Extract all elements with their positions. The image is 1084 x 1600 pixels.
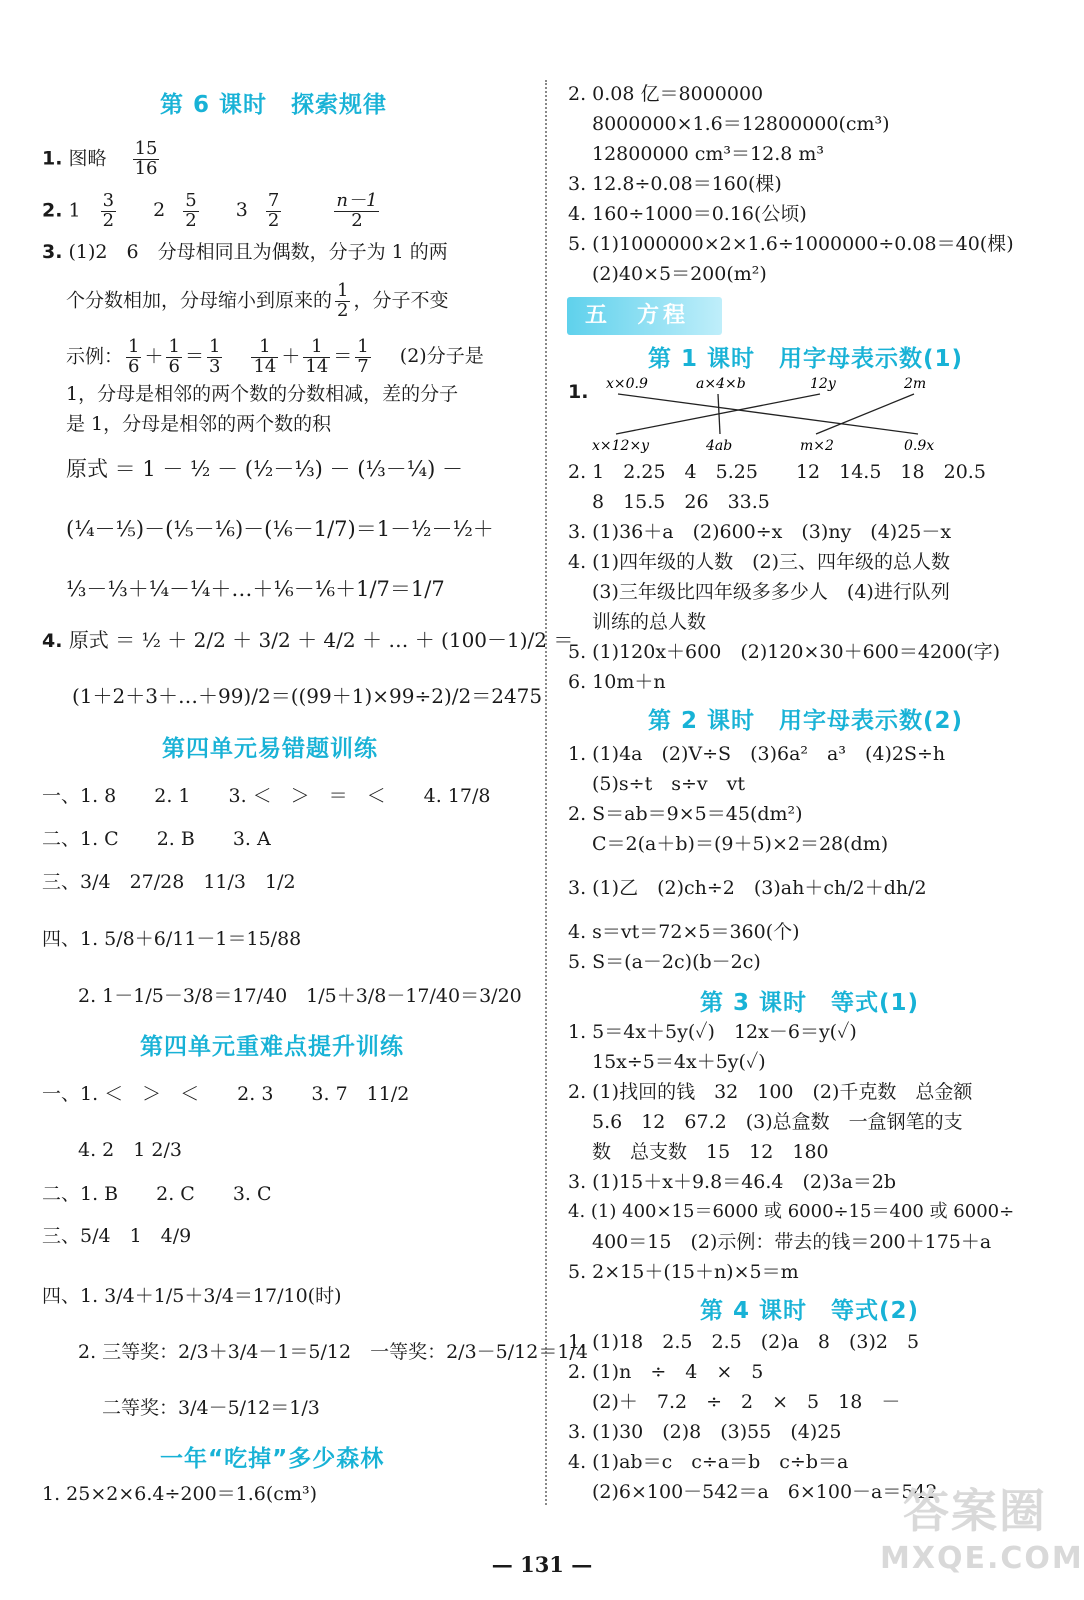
answer-line: 3. (1)36＋a (2)600÷x (3)ny (4)25－x <box>568 521 952 543</box>
answer-line: 数 总支数 15 12 180 <box>592 1141 829 1163</box>
answer-line: 一、1. 8 2. 1 3. ＜ ＞ ＝ ＜ 4. 17/8 <box>42 785 491 807</box>
answer-line: 2. 1－1/5－3/8＝17/40 1/5＋3/8－17/40＝3/20 <box>78 985 522 1007</box>
answer-line: 2. 0.08 亿＝8000000 <box>568 83 764 105</box>
match-bottom-3: m×2 <box>800 438 834 454</box>
answer-line: (3)三年级比四年级多多少人 (4)进行队列 <box>592 581 950 603</box>
answer-3-formula: ⅓－⅓＋¼－¼＋…＋⅙－⅙＋1/7＝1/7 <box>66 577 445 601</box>
match-bottom-1: x×12×y <box>592 438 650 454</box>
match-bottom-2: 4ab <box>706 438 733 454</box>
answer-line: (2)6×100－542＝a 6×100－a＝542 <box>592 1481 938 1503</box>
match-top-4: 2m <box>904 376 927 392</box>
match-bottom-4: 0.9x <box>904 438 935 454</box>
answer-line: 5. 2×15＋(15＋n)×5＝m <box>568 1261 799 1283</box>
answer-line: 5. (1)120x＋600 (2)120×30＋600＝4200(字) <box>568 641 1001 663</box>
answer-line: 4. 160÷1000＝0.16(公顷) <box>568 203 807 225</box>
section-heading: 第四单元重难点提升训练 <box>140 1034 404 1060</box>
watermark <box>880 1475 1084 1585</box>
answer-line: 1. 5＝4x＋5y(✓) 12x－6＝y(✓) <box>568 1021 857 1043</box>
match-top-1: x×0.9 <box>606 376 648 392</box>
answer-line: 训练的总人数 <box>592 611 707 633</box>
match-top-2: a×4×b <box>696 376 746 392</box>
answer-3-line: 是 1，分母是相邻的两个数的积 <box>66 413 332 435</box>
answer-2: 2. 1 $\frac{3}{2}$ 2 $\frac{5}{2}$ 3 $\frac{7}{2}$ $\frac{n-1}{2}$ <box>42 190 378 231</box>
answer-line: 2. S＝ab＝9×5＝45(dm²) <box>568 803 803 825</box>
answer-line: 5. S＝(a－2c)(b－2c) <box>568 951 761 973</box>
match-top-3: 12y <box>810 376 836 392</box>
answer-line: 8000000×1.6＝12800000(cm³) <box>592 113 890 135</box>
answer-line: 二等奖：3/4－5/12＝1/3 <box>102 1397 320 1419</box>
answer-line: 15x÷5＝4x＋5y(✓) <box>592 1051 766 1073</box>
answer-line: 二、1. B 2. C 3. C <box>42 1183 272 1205</box>
answer-line: 三、3/4 27/28 11/3 1/2 <box>42 871 296 893</box>
answer-3-formula: (¼－⅕)－(⅕－⅙)－(⅙－1/7)＝1－½－½＋ <box>66 517 494 541</box>
answer-line: 400＝15 (2)示例：带去的钱＝200＋175＋a <box>592 1231 992 1253</box>
answer-line: 1. 25×2×6.4÷200＝1.6(cm³) <box>42 1483 317 1505</box>
answer-line: 3. (1)乙 (2)ch÷2 (3)ah＋ch/2＋dh/2 <box>568 877 927 899</box>
answer-line: 1. (1)18 2.5 2.5 (2)a 8 (3)2 5 <box>568 1331 920 1353</box>
answer-line: 三、5/4 1 4/9 <box>42 1225 192 1247</box>
answer-line: (2)＋ 7.2 ÷ 2 × 5 18 － <box>592 1391 901 1413</box>
answer-3: 3. (1)2 6 分母相同且为偶数，分子为 1 的两 <box>42 241 448 263</box>
section-heading: 第 2 课时 用字母表示数(2) <box>648 708 964 734</box>
answer-line: 4. (1)四年级的人数 (2)三、四年级的总人数 <box>568 551 950 573</box>
answer-line: 12800000 cm³＝12.8 m³ <box>592 143 824 165</box>
answer-line: 5.6 12 67.2 (3)总盒数 一盒钢笔的支 <box>592 1111 963 1133</box>
answer-line: 3. 12.8÷0.08＝160(棵) <box>568 173 782 195</box>
section-heading: 第四单元易错题训练 <box>162 736 378 762</box>
answer-3-formula: 原式 ＝ 1 － ½ － (½－⅓) － (⅓－¼) － <box>66 457 463 481</box>
answer-line: (5)s÷t s÷v vt <box>592 773 745 795</box>
answer-line: 6. 10m＋n <box>568 671 666 693</box>
column-divider <box>545 80 547 1505</box>
answer-line: 二、1. C 2. B 3. A <box>42 828 271 850</box>
answer-line: 3. (1)30 (2)8 (3)55 (4)25 <box>568 1421 842 1443</box>
answer-line: 4. s＝vt＝72×5＝360(个) <box>568 921 800 943</box>
answer-line: 8 15.5 26 33.5 <box>592 491 770 513</box>
answer-line: 1. <box>568 381 589 403</box>
section-heading: 第 3 课时 等式(1) <box>700 990 920 1016</box>
watermark-url: MXQE.COM <box>880 1541 1084 1576</box>
section-heading: 第 1 课时 用字母表示数(1) <box>648 346 964 372</box>
answer-3-line: 个分数相加，分母缩小到原来的 $\frac{1}{2}$ ，分子不变 <box>66 280 449 321</box>
answer-line: 4. (1)ab＝c c÷a＝b c÷b＝a <box>568 1451 849 1473</box>
answer-1: 1. 图略 $\frac{15}{16}$ <box>42 138 158 179</box>
answer-line: 5. (1)1000000×2×1.6÷1000000÷0.08＝40(棵) <box>568 233 1014 255</box>
matching-diagram <box>588 372 968 457</box>
watermark-logo: 答案圈 <box>903 1484 1047 1538</box>
answer-line: 2. (1)n ÷ 4 × 5 <box>568 1361 764 1383</box>
answer-4-line: (1＋2＋3＋…＋99)/2＝((99＋1)×99÷2)/2＝2475 <box>72 684 543 708</box>
answer-line: 四、1. 5/8＋6/11－1＝15/88 <box>42 928 302 950</box>
answer-3-line: 示例： $\frac{1}{6}$ ＋ $\frac{1}{6}$ ＝ $\frac{1}{3}$ $\frac{1}{14}$ ＋ $\frac{1}{14}$ ＝ $\frac{1}{7}$ (2)分子是 <box>66 336 484 377</box>
answer-line: 四、1. 3/4＋1/5＋3/4＝17/10(时) <box>42 1285 342 1307</box>
answer-4: 4. 原式 ＝ ½ ＋ 2/2 ＋ 3/2 ＋ 4/2 ＋ … ＋ (100－1)/2 ＝ <box>42 628 574 652</box>
answer-line: 2. (1)找回的钱 32 100 (2)千克数 总金额 <box>568 1081 973 1103</box>
section-heading: 一年“吃掉”多少森林 <box>160 1446 385 1472</box>
answer-line: 2. 三等奖：2/3＋3/4－1＝5/12 一等奖：2/3－5/12＝1/4 <box>78 1341 588 1363</box>
answer-line: 3. (1)15＋x＋9.8＝46.4 (2)3a＝2b <box>568 1171 897 1193</box>
answer-line: C＝2(a＋b)＝(9＋5)×2＝28(dm) <box>592 833 889 855</box>
match-line <box>618 394 918 434</box>
page-number: — 131 — <box>491 1552 593 1577</box>
answer-3-line: 1，分母是相邻的两个数的分数相减，差的分子 <box>66 383 459 405</box>
answer-line: (2)40×5＝200(m²) <box>592 263 767 285</box>
answer-line: 一、1. ＜ ＞ ＜ 2. 3 3. 7 11/2 <box>42 1083 410 1105</box>
match-line <box>816 394 914 434</box>
unit-banner: 五 方程 <box>567 297 722 335</box>
section-heading: 第 6 课时 探索规律 <box>160 92 388 118</box>
answer-line: 4. (1) 400×15＝6000 或 6000÷15＝400 或 6000÷ <box>568 1201 1015 1222</box>
answer-line: 2. 1 2.25 4 5.25 12 14.5 18 20.5 <box>568 461 986 483</box>
section-heading: 第 4 课时 等式(2) <box>700 1298 920 1324</box>
answer-line: 4. 2 1 2/3 <box>78 1139 182 1161</box>
answer-line: 1. (1)4a (2)V÷S (3)6a² a³ (4)2S÷h <box>568 743 946 765</box>
